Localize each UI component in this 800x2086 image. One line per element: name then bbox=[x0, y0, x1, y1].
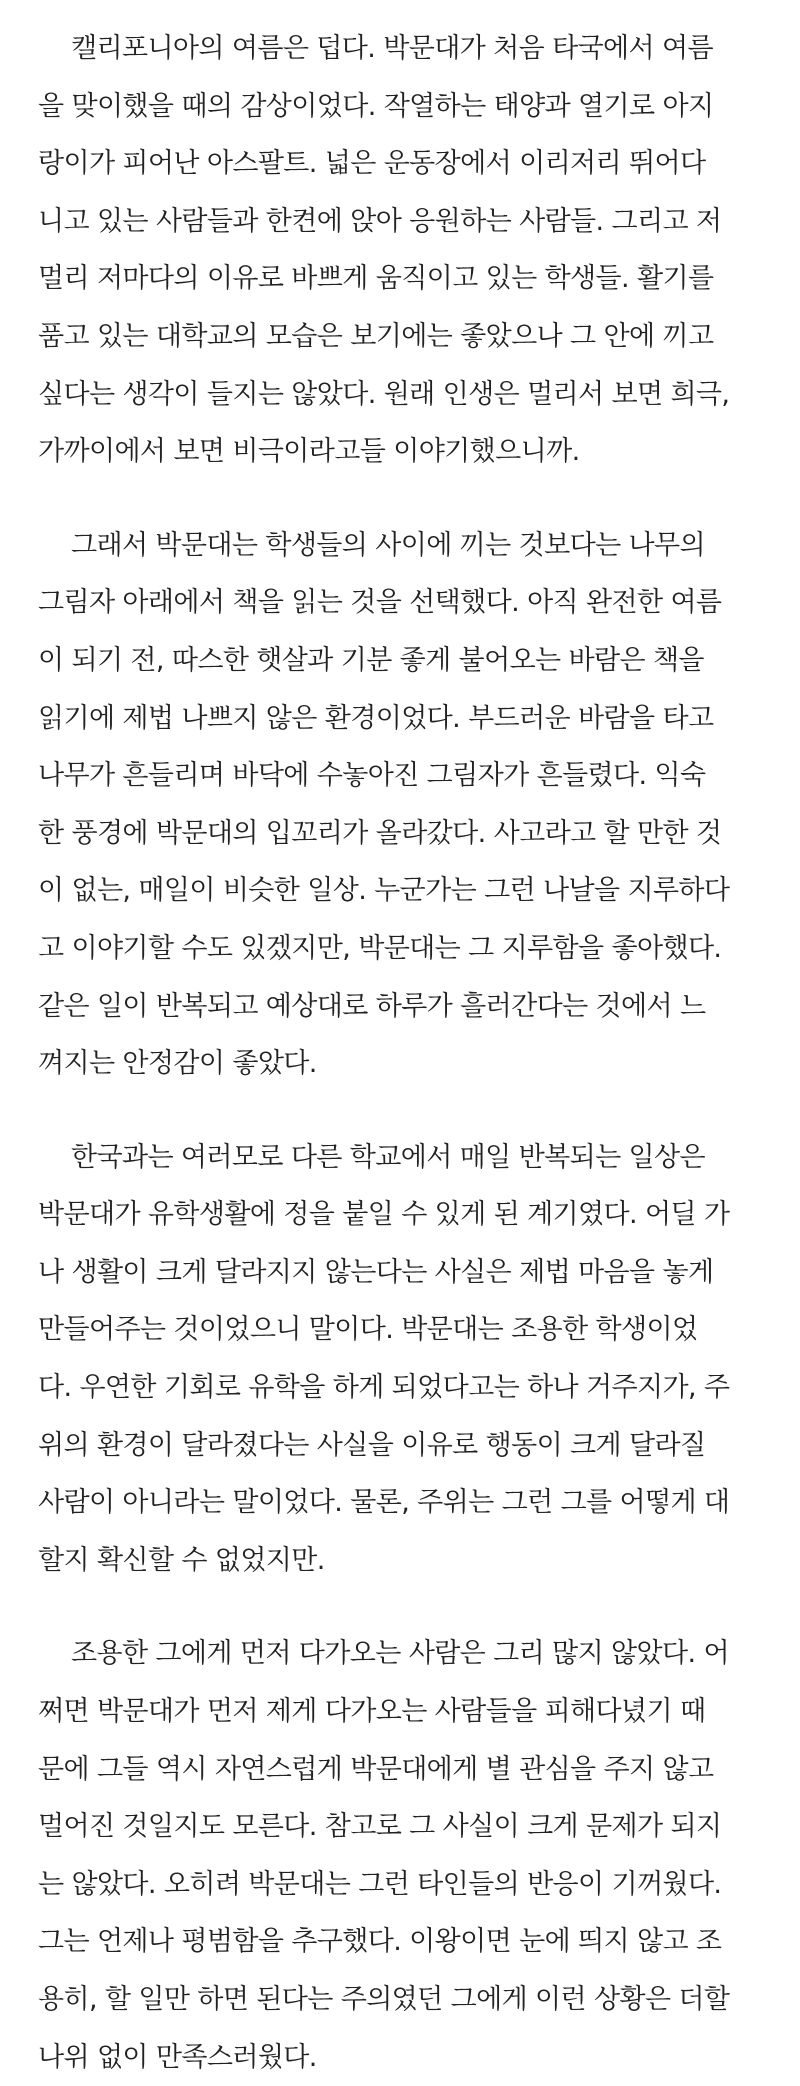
text-line: 캘리포니아의 여름은 덥다. 박문대가 처음 타국에서 여름 bbox=[71, 33, 713, 64]
text-line: 문에 그들 역시 자연스럽게 박문대에게 별 관심을 주지 않고 bbox=[38, 1753, 714, 1785]
text-line: 품고 있는 대학교의 모습은 보기에는 좋았으나 그 안에 끼고 bbox=[38, 320, 714, 352]
text-line: 그래서 박문대는 학생들의 사이에 끼는 것보다는 나무의 bbox=[71, 529, 705, 561]
text-line: 랑이가 피어난 아스팔트. 넓은 운동장에서 이리저리 뛰어다 bbox=[38, 148, 706, 180]
text-line: 을 맞이했을 때의 감상이었다. 작열하는 태양과 열기로 아지 bbox=[38, 90, 714, 122]
text-line: 나무가 흔들리며 바닥에 수놓아진 그림자가 흔들렸다. 익숙 bbox=[38, 760, 706, 792]
text-line: 한국과는 여러모로 다른 학교에서 매일 반복되는 일상은 bbox=[71, 1141, 705, 1173]
text-line: 껴지는 안정감이 좋았다. bbox=[38, 1048, 317, 1080]
text-line: 이 없는, 매일이 비슷한 일상. 누군가는 그런 나날을 지루하다 bbox=[38, 875, 730, 907]
text-line: 그림자 아래에서 책을 읽는 것을 선택했다. 아직 완전한 여름 bbox=[38, 587, 722, 619]
text-line: 가까이에서 보면 비극이라고들 이야기했으니까. bbox=[38, 436, 580, 468]
text-line: 나 생활이 크게 달라지지 않는다는 사실은 제법 마음을 놓게 bbox=[38, 1256, 714, 1288]
text-line: 위의 환경이 달라졌다는 사실을 이유로 행동이 크게 달라질 bbox=[38, 1429, 706, 1461]
text-line: 싶다는 생각이 들지는 않았다. 원래 인생은 멀리서 보면 희극, bbox=[38, 378, 730, 410]
text-line: 나위 없이 만족스러웠다. bbox=[38, 2041, 317, 2073]
text-line: 만들어주는 것이었으니 말이다. 박문대는 조용한 학생이었 bbox=[38, 1314, 698, 1346]
text-line: 멀리 저마다의 이유로 바쁘게 움직이고 있는 학생들. 활기를 bbox=[38, 263, 714, 295]
text-line: 멀어진 것일지도 모른다. 참고로 그 사실이 크게 문제가 되지 bbox=[38, 1811, 722, 1843]
text-line: 그는 언제나 평범함을 추구했다. 이왕이면 눈에 띄지 않고 조 bbox=[38, 1926, 722, 1958]
text-line: 는 않았다. 오히려 박문대는 그런 타인들의 반응이 기꺼웠다. bbox=[38, 1868, 722, 1900]
text-line: 용히, 할 일만 하면 된다는 주의였던 그에게 이런 상황은 더할 bbox=[38, 1984, 730, 2015]
text-line: 다. 우연한 기회로 유학을 하게 되었다고는 하나 거주지가, 주 bbox=[38, 1372, 730, 1404]
text-line: 사람이 아니라는 말이었다. 물론, 주위는 그런 그를 어떻게 대 bbox=[38, 1487, 730, 1519]
paragraph-4 bbox=[38, 1625, 766, 2086]
text-line: 한 풍경에 박문대의 입꼬리가 올라갔다. 사고라고 할 만한 것 bbox=[38, 817, 722, 849]
text-line: 고 이야기할 수도 있겠지만, 박문대는 그 지루함을 좋아했다. bbox=[38, 932, 722, 964]
text-line: 쩌면 박문대가 먼저 제게 다가오는 사람들을 피해다녔기 때 bbox=[38, 1696, 706, 1728]
text-line: 니고 있는 사람들과 한켠에 앉아 응원하는 사람들. 그리고 저 bbox=[38, 205, 722, 237]
text-line: 박문대가 유학생활에 정을 붙일 수 있게 된 계기였다. 어딜 가 bbox=[38, 1199, 730, 1231]
paragraph-1 bbox=[38, 20, 766, 481]
text-line: 읽기에 제법 나쁘지 않은 환경이었다. 부드러운 바람을 타고 bbox=[38, 702, 714, 734]
text-line: 할지 확신할 수 없었지만. bbox=[38, 1544, 325, 1576]
paragraph-3 bbox=[38, 1129, 766, 1590]
text-line: 같은 일이 반복되고 예상대로 하루가 흘러간다는 것에서 느 bbox=[38, 990, 706, 1022]
text-line: 이 되기 전, 따스한 햇살과 기분 좋게 불어오는 바람은 책을 bbox=[38, 644, 704, 676]
text-line: 조용한 그에게 먼저 다가오는 사람은 그리 많지 않았다. 어 bbox=[71, 1638, 729, 1670]
paragraph-2 bbox=[38, 517, 766, 1093]
